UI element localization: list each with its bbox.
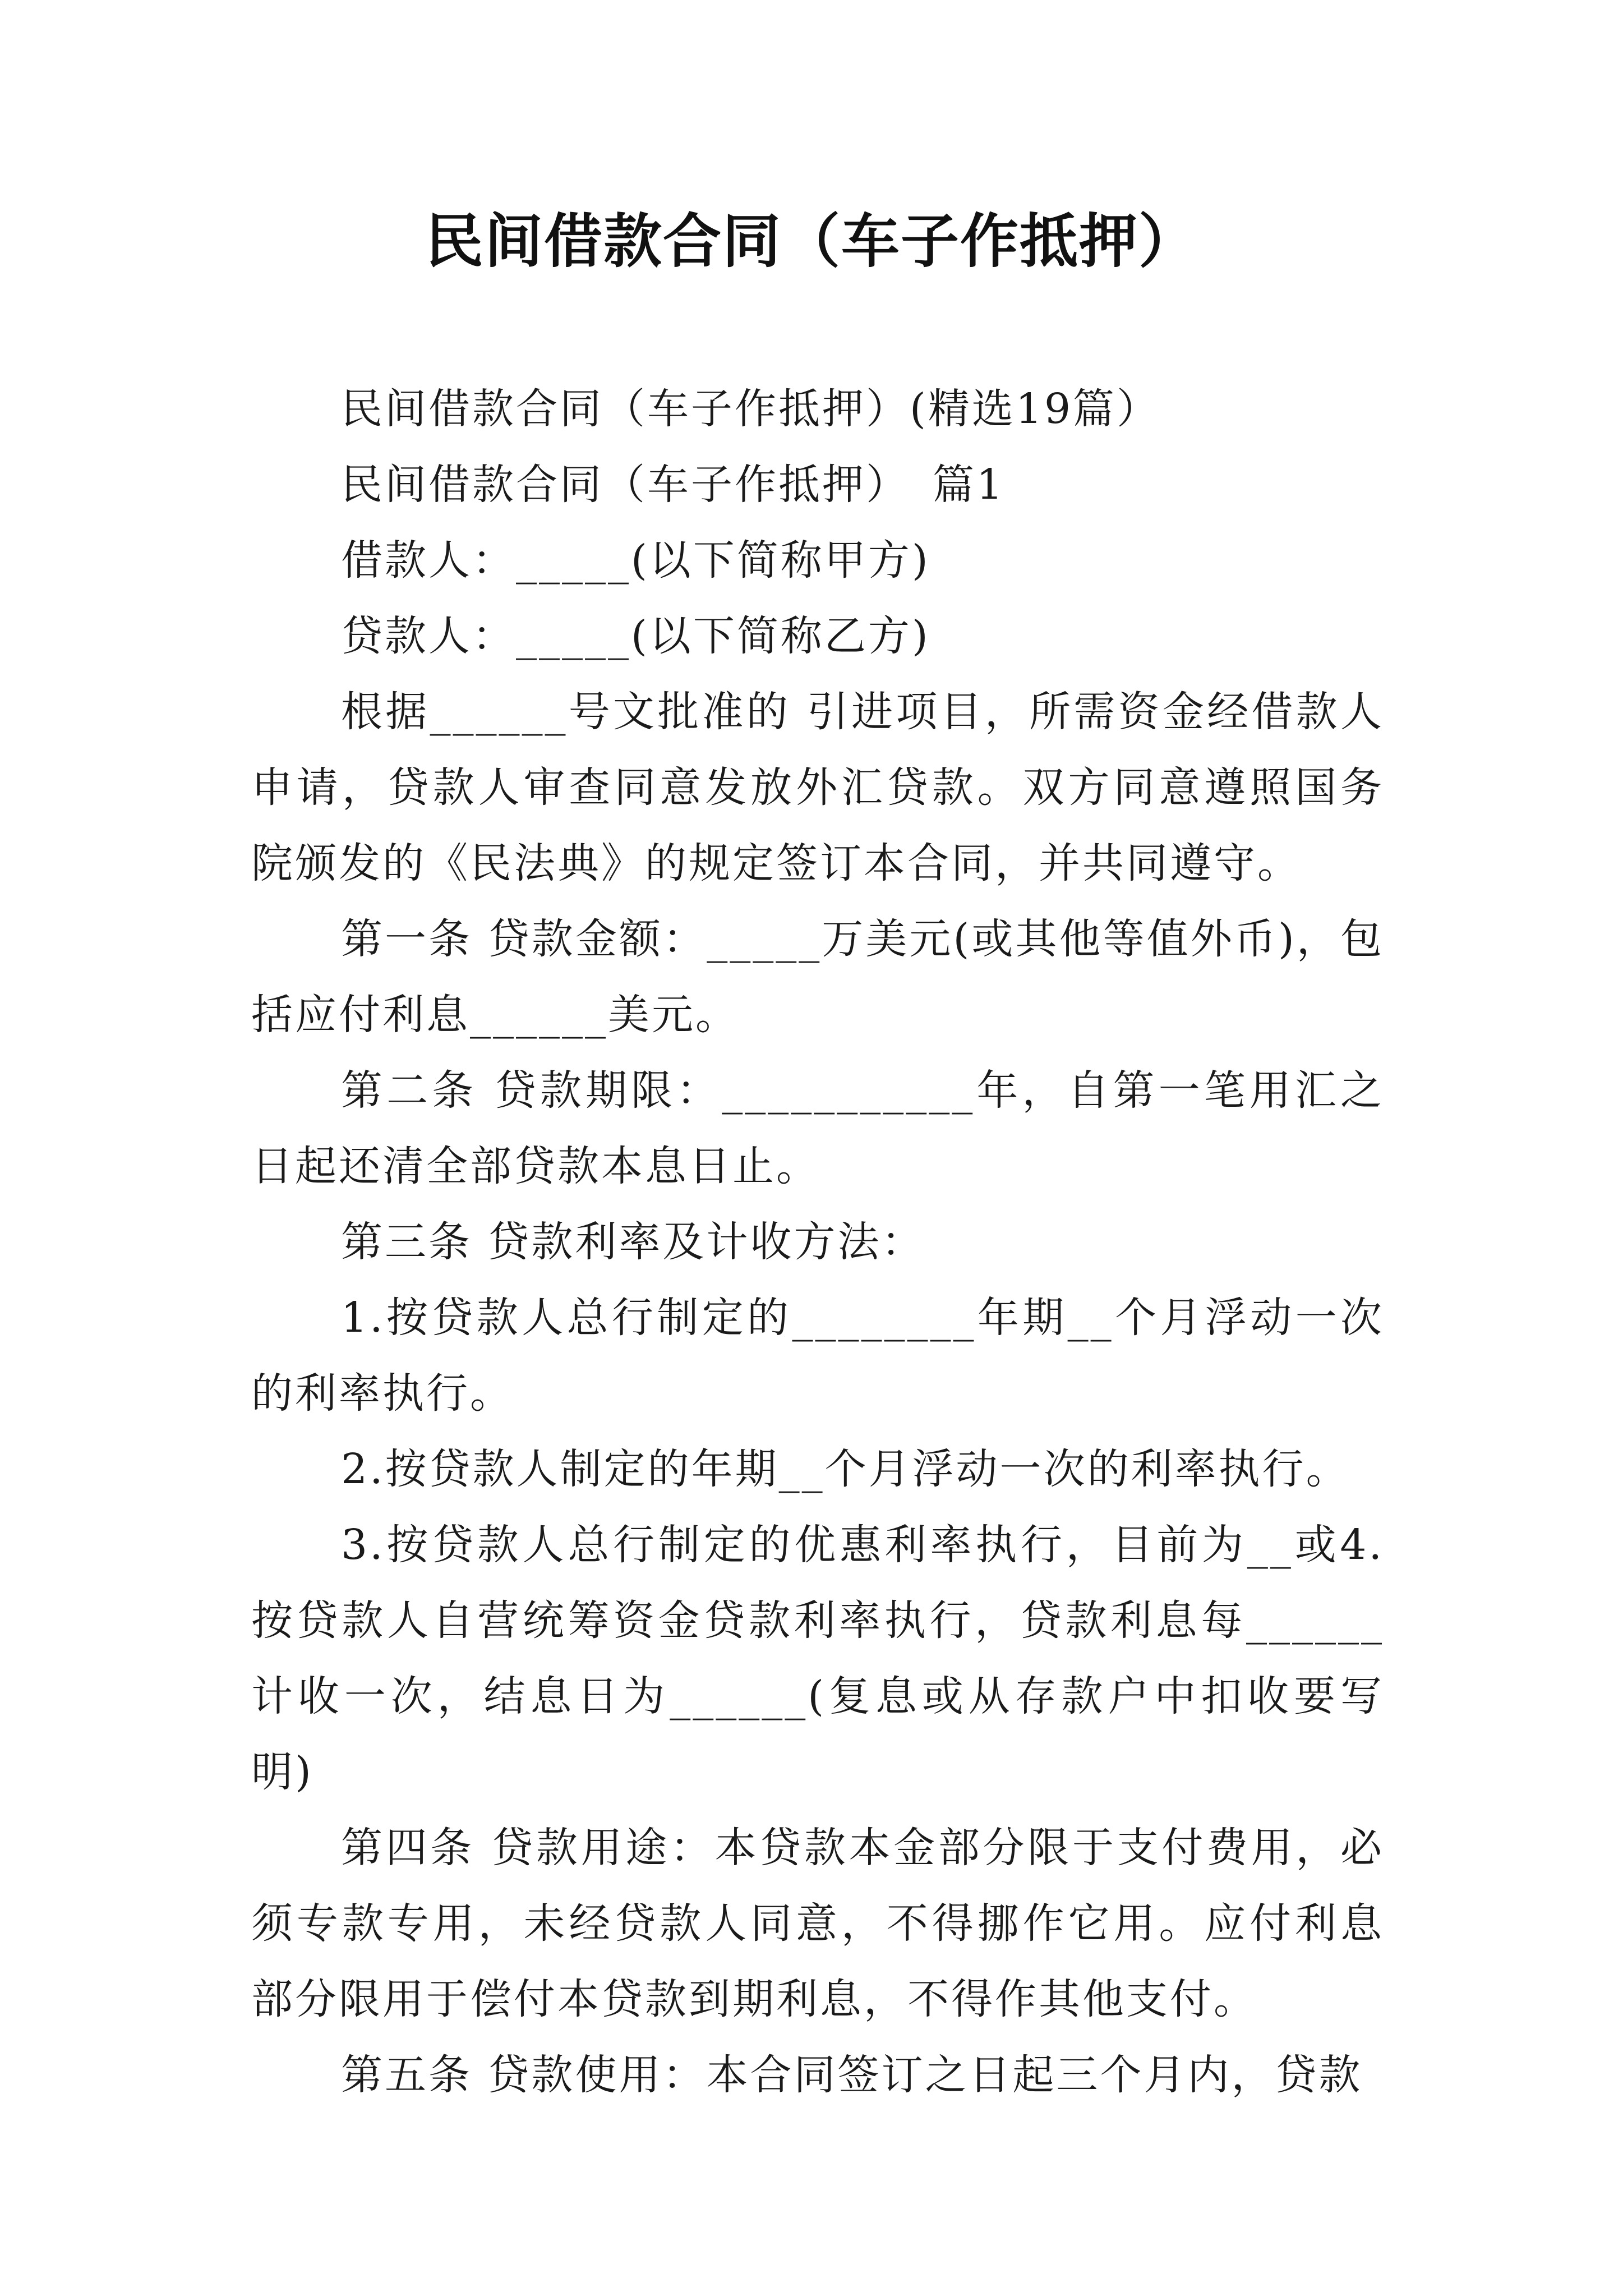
paragraph-article-2: 第二条 贷款期限：___________年，自第一笔用汇之日起还清全部贷款本息日止。 <box>251 1066 1384 1190</box>
paragraph-article-1: 第一条 贷款金额：_____万美元(或其他等值外币)，包括应付利息______美元。 <box>251 915 1384 1039</box>
document-body <box>251 371 1384 2113</box>
paragraph-article-3: 第三条 贷款利率及计收方法： <box>341 1218 925 1266</box>
paragraph-borrower: 借款人：_____(以下简称甲方) <box>341 536 930 585</box>
paragraph-subtitle: 民间借款合同（车子作抵押）(精选19篇） <box>341 385 1161 433</box>
paragraph-lender: 贷款人：_____(以下简称乙方) <box>341 612 930 660</box>
paragraph-article-3-item-1: 1.按贷款人总行制定的________年期__个月浮动一次的利率执行。 <box>251 1294 1384 1418</box>
paragraph-preamble: 根据______号文批准的 引进项目，所需资金经借款人申请，贷款人审查同意发放外汇贷款。双方同意遵照国务院颁发的《民法典》的规定签订本合同，并共同遵守。 <box>251 688 1384 887</box>
paragraph-article-4: 第四条 贷款用途：本贷款本金部分限于支付费用，必须专款专用，未经贷款人同意，不得挪作它用。应付利息部分限用于偿付本贷款到期利息，不得作其他支付。 <box>251 1824 1384 2023</box>
paragraph-section-heading: 民间借款合同（车子作抵押） 篇1 <box>341 461 1006 509</box>
paragraph-article-3-item-3: 3.按贷款人总行制定的优惠利率执行，目前为__或4.按贷款人自营统筹资金贷款利率执行，贷款利息每______计收一次，结息日为______(复息或从存款户中扣收要写明) <box>251 1521 1384 1796</box>
document-title: 民间借款合同（车子作抵押） <box>425 206 1198 275</box>
paragraph-article-5: 第五条 贷款使用：本合同签订之日起三个月内，贷款 <box>341 2051 1363 2099</box>
paragraph-article-3-item-2: 2.按贷款人制定的年期__个月浮动一次的利率执行。 <box>341 1445 1350 1493</box>
